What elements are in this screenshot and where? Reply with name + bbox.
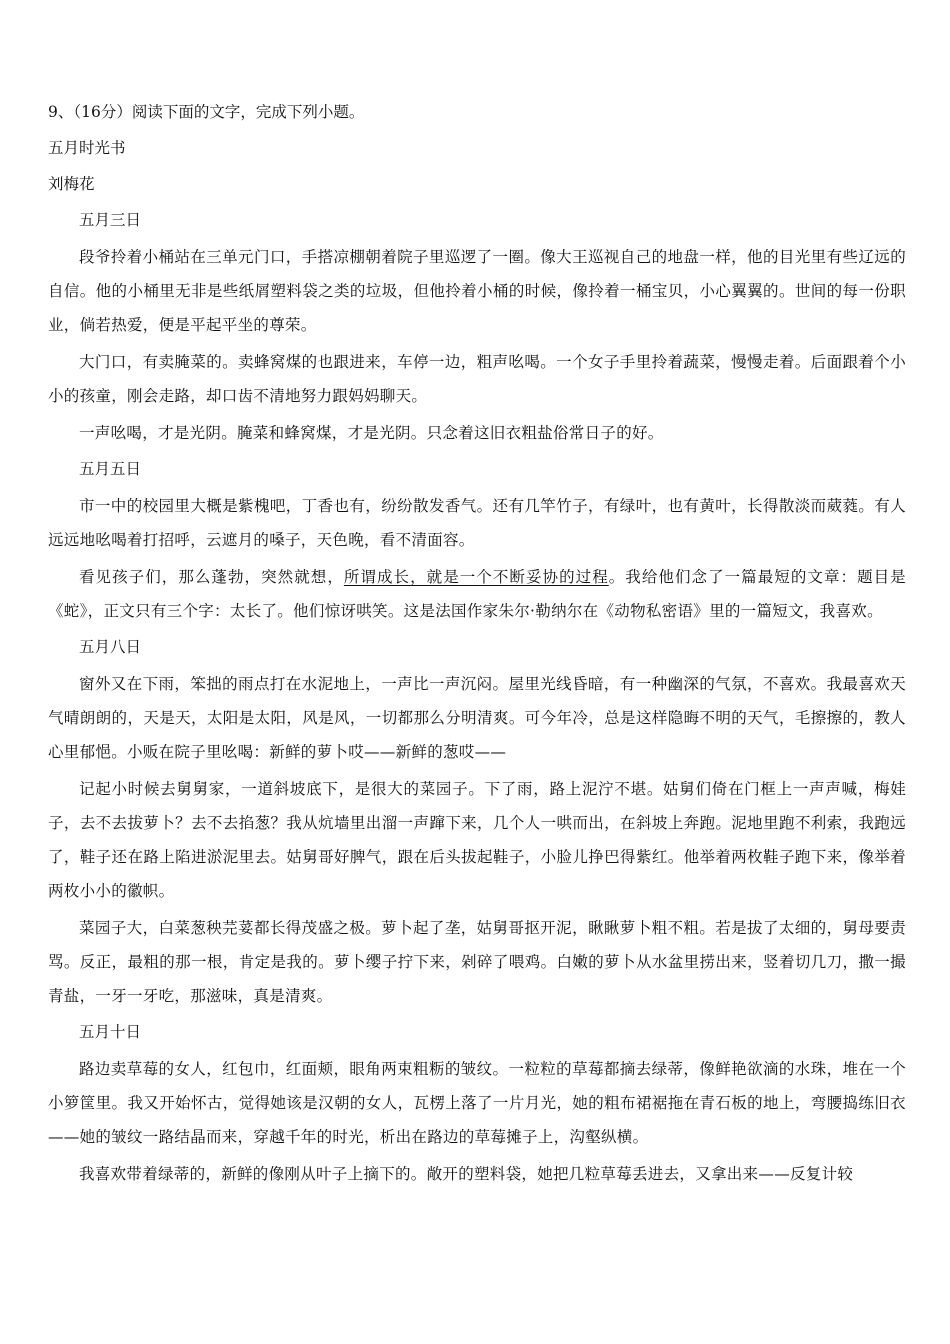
article-title: 五月时光书 [48, 139, 126, 157]
section-date-may-5: 五月五日 [79, 460, 142, 478]
underlined-sentence: 所谓成长，就是一个不断妥协的过程 [343, 568, 609, 586]
paragraph: 路边卖草莓的女人，红包巾，红面颊，眼角两束粗粝的皱纹。一粒粒的草莓都摘去绿蒂，像鲜艳欲滴的水珠，堆在一个小箩筐里。我又开始怀古，觉得她该是汉朝的女人，瓦楞上落了一片月光，她的粗布裙裾拖在青石板的地上，弯腰捣练旧衣——她的皱纹一路结晶而来，穿越千年的时光，析出在路边的草莓摊子上，沟壑纵横。 [48, 1060, 906, 1146]
section-date-may-8: 五月八日 [79, 638, 142, 656]
text-after-underline: 。我给他们念了一篇最短的文章：题目是《蛇》，正文只有三个字：太长了。他们惊讶哄笑。这是法国作家朱尔·勒纳尔在《动物私密语》里的一篇短文，我喜欢。 [48, 568, 906, 620]
paragraph: 一声吆喝，才是光阴。腌菜和蜂窝煤，才是光阴。只念着这旧衣粗盐俗常日子的好。 [79, 424, 664, 442]
question-header: 9、（16分）阅读下面的文字，完成下列小题。 [48, 103, 365, 121]
paragraph-with-underline [48, 560, 906, 628]
text-before-underline: 看见孩子们，那么蓬勃，突然就想， [79, 568, 344, 586]
article-author: 刘梅花 [48, 175, 95, 193]
paragraph: 段爷拎着小桶站在三单元门口，手搭凉棚朝着院子里巡逻了一圈。像大王巡视自己的地盘一样，他的目光里有些辽远的自信。他的小桶里无非是些纸屑塑料袋之类的垃圾，但他拎着小桶的时候，像拎着一桶宝贝，小心翼翼的。世间的每一份职业，倘若热爱，便是平起平坐的尊荣。 [48, 248, 906, 334]
paragraph: 窗外又在下雨，笨拙的雨点打在水泥地上，一声比一声沉闷。屋里光线昏暗，有一种幽深的气氛，不喜欢。我最喜欢天气晴朗朗的，天是天，太阳是太阳，风是风，一切都那么分明清爽。可今年冷，总是这样隐晦不明的天气，毛擦擦的，教人心里郁悒。小贩在院子里吆喝：新鲜的萝卜哎——新鲜的葱哎—— [48, 675, 906, 761]
paragraph: 记起小时候去舅舅家，一道斜坡底下，是很大的菜园子。下了雨，路上泥泞不堪。姑舅们倚在门框上一声声喊，梅娃子，去不去拔萝卜？去不去掐葱？我从炕墙里出溜一声蹿下来，几个人一哄而出，在斜坡上奔跑。泥地里跑不利索，我跑远了，鞋子还在路上陷进淤泥里去。姑舅哥好脾气，跟在后头拔起鞋子，小脸儿挣巴得紫红。他举着两枚鞋子跑下来，像举着两枚小小的徽帜。 [48, 780, 906, 900]
section-date-may-3: 五月三日 [79, 211, 142, 229]
section-date-may-10: 五月十日 [79, 1023, 142, 1041]
paragraph: 大门口，有卖腌菜的。卖蜂窝煤的也跟进来，车停一边，粗声吆喝。一个女子手里拎着蔬菜，慢慢走着。后面跟着个小小的孩童，刚会走路，却口齿不清地努力跟妈妈聊天。 [48, 353, 906, 405]
document-page [48, 96, 906, 1194]
paragraph: 我喜欢带着绿蒂的，新鲜的像刚从叶子上摘下的。敞开的塑料袋，她把几粒草莓丢进去，又拿出来——反复计较 [79, 1165, 854, 1183]
paragraph: 菜园子大，白菜葱秧芫荽都长得茂盛之极。萝卜起了垄，姑舅哥抠开泥，瞅瞅萝卜粗不粗。若是拔了太细的，舅母要责骂。反正，最粗的那一根，肯定是我的。萝卜缨子拧下来，剁碎了喂鸡。白嫩的萝卜从水盆里捞出来，竖着切几刀，撒一撮青盐，一牙一牙吃，那滋味，真是清爽。 [48, 919, 906, 1005]
paragraph: 市一中的校园里大概是紫槐吧，丁香也有，纷纷散发香气。还有几竿竹子，有绿叶，也有黄叶，长得散淡而葳蕤。有人远远地吆喝着打招呼，云遮月的嗓子，天色晚，看不清面容。 [48, 497, 906, 549]
